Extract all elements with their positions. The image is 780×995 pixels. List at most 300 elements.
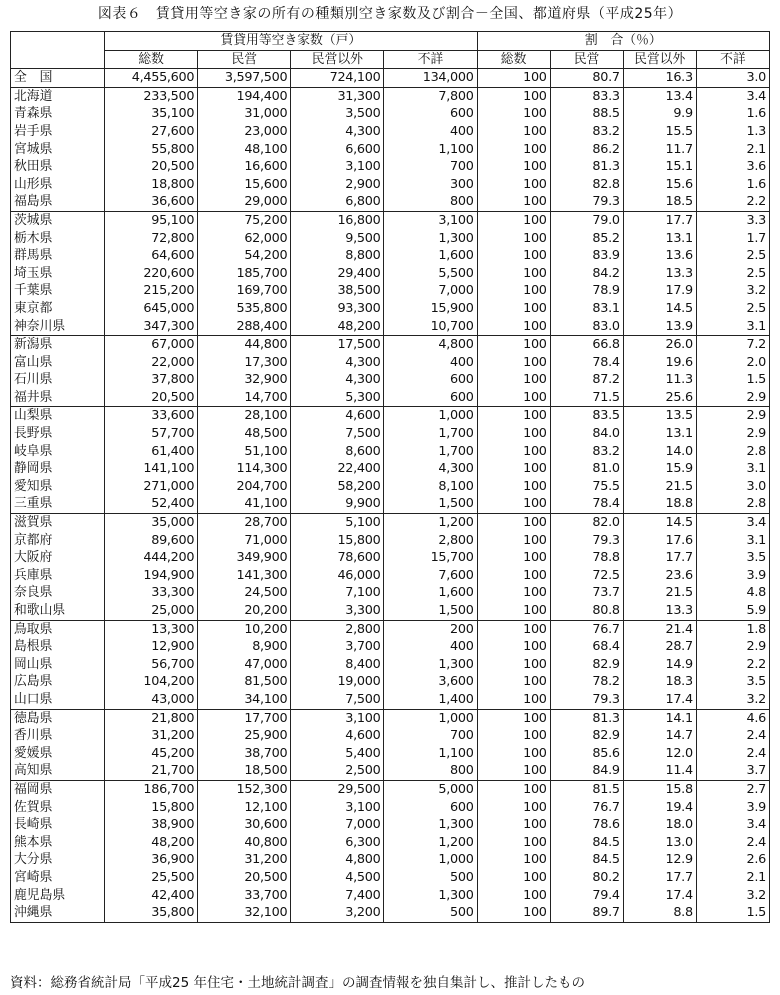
value-cell: 3.4 <box>696 87 769 105</box>
prefecture-row <box>11 799 770 817</box>
value-cell: 82.8 <box>550 176 623 194</box>
value-cell: 19,000 <box>291 673 384 691</box>
value-cell: 8,900 <box>198 638 291 656</box>
value-cell: 100 <box>477 300 550 318</box>
value-cell: 15,700 <box>384 549 477 567</box>
prefecture-row <box>11 176 770 194</box>
prefecture-row <box>11 389 770 407</box>
value-cell: 75,200 <box>198 211 291 229</box>
value-cell: 8,800 <box>291 247 384 265</box>
value-cell: 3.2 <box>696 691 769 709</box>
region-name-cell: 長野県 <box>11 425 105 443</box>
value-cell: 3,300 <box>291 602 384 620</box>
region-name-cell: 鹿児島県 <box>11 887 105 905</box>
value-cell: 100 <box>477 158 550 176</box>
value-cell: 25,000 <box>105 602 198 620</box>
value-cell: 100 <box>477 123 550 141</box>
value-cell: 21.5 <box>623 584 696 602</box>
value-cell: 300 <box>384 176 477 194</box>
value-cell: 21.4 <box>623 620 696 638</box>
value-cell: 5.9 <box>696 602 769 620</box>
value-cell: 600 <box>384 389 477 407</box>
value-cell: 4,500 <box>291 869 384 887</box>
value-cell: 81.3 <box>550 709 623 727</box>
value-cell: 186,700 <box>105 780 198 798</box>
region-name-cell: 山梨県 <box>11 407 105 425</box>
value-cell: 46,000 <box>291 567 384 585</box>
value-cell: 100 <box>477 247 550 265</box>
value-cell: 100 <box>477 514 550 532</box>
value-cell: 22,400 <box>291 460 384 478</box>
value-cell: 48,200 <box>291 318 384 336</box>
value-cell: 15.6 <box>623 176 696 194</box>
value-cell: 1,700 <box>384 443 477 461</box>
value-cell: 100 <box>477 478 550 496</box>
value-cell: 3,100 <box>291 799 384 817</box>
value-cell: 80.7 <box>550 69 623 88</box>
value-cell: 4,600 <box>291 407 384 425</box>
value-cell: 1.6 <box>696 176 769 194</box>
value-cell: 4.8 <box>696 584 769 602</box>
value-cell: 100 <box>477 691 550 709</box>
prefecture-row <box>11 158 770 176</box>
value-cell: 15,600 <box>198 176 291 194</box>
value-cell: 3.2 <box>696 282 769 300</box>
prefecture-row <box>11 407 770 425</box>
value-cell: 100 <box>477 709 550 727</box>
value-cell: 28,100 <box>198 407 291 425</box>
value-cell: 36,900 <box>105 851 198 869</box>
value-cell: 3,100 <box>291 709 384 727</box>
value-cell: 78.6 <box>550 816 623 834</box>
header-corner-cell-lower <box>11 50 105 69</box>
value-cell: 16,600 <box>198 158 291 176</box>
region-name-cell: 大阪府 <box>11 549 105 567</box>
value-cell: 17.4 <box>623 691 696 709</box>
value-cell: 84.2 <box>550 265 623 283</box>
value-cell: 13.4 <box>623 87 696 105</box>
value-cell: 7,000 <box>384 282 477 300</box>
value-cell: 5,100 <box>291 514 384 532</box>
value-cell: 81.3 <box>550 158 623 176</box>
region-name-cell: 群馬県 <box>11 247 105 265</box>
value-cell: 1.3 <box>696 123 769 141</box>
value-cell: 100 <box>477 265 550 283</box>
value-cell: 3.9 <box>696 567 769 585</box>
value-cell: 17,700 <box>198 709 291 727</box>
value-cell: 88.5 <box>550 105 623 123</box>
prefecture-row <box>11 425 770 443</box>
value-cell: 24,500 <box>198 584 291 602</box>
value-cell: 100 <box>477 780 550 798</box>
value-cell: 600 <box>384 371 477 389</box>
value-cell: 84.9 <box>550 762 623 780</box>
value-cell: 12,100 <box>198 799 291 817</box>
value-cell: 141,100 <box>105 460 198 478</box>
value-cell: 33,700 <box>198 887 291 905</box>
value-cell: 1,600 <box>384 584 477 602</box>
value-cell: 100 <box>477 834 550 852</box>
value-cell: 100 <box>477 762 550 780</box>
value-cell: 44,800 <box>198 336 291 354</box>
value-cell: 1,700 <box>384 425 477 443</box>
value-cell: 43,000 <box>105 691 198 709</box>
value-cell: 11.3 <box>623 371 696 389</box>
table-header <box>11 32 770 69</box>
value-cell: 8,400 <box>291 656 384 674</box>
value-cell: 52,400 <box>105 495 198 513</box>
region-name-cell: 島根県 <box>11 638 105 656</box>
value-cell: 18,500 <box>198 762 291 780</box>
value-cell: 55,800 <box>105 141 198 159</box>
value-cell: 1,300 <box>384 887 477 905</box>
value-cell: 2.5 <box>696 247 769 265</box>
value-cell: 79.4 <box>550 887 623 905</box>
value-cell: 13.9 <box>623 318 696 336</box>
value-cell: 3.7 <box>696 762 769 780</box>
value-cell: 17.6 <box>623 532 696 550</box>
value-cell: 1,500 <box>384 495 477 513</box>
value-cell: 3.5 <box>696 673 769 691</box>
value-cell: 81,500 <box>198 673 291 691</box>
prefecture-row <box>11 282 770 300</box>
value-cell: 15,800 <box>105 799 198 817</box>
value-cell: 76.7 <box>550 799 623 817</box>
value-cell: 18.8 <box>623 495 696 513</box>
value-cell: 100 <box>477 584 550 602</box>
value-cell: 56,700 <box>105 656 198 674</box>
value-cell: 2.2 <box>696 193 769 211</box>
region-name-cell: 徳島県 <box>11 709 105 727</box>
value-cell: 10,700 <box>384 318 477 336</box>
value-cell: 85.2 <box>550 230 623 248</box>
value-cell: 48,100 <box>198 141 291 159</box>
value-cell: 86.2 <box>550 141 623 159</box>
value-cell: 200 <box>384 620 477 638</box>
value-cell: 4.6 <box>696 709 769 727</box>
value-cell: 57,700 <box>105 425 198 443</box>
value-cell: 134,000 <box>384 69 477 88</box>
region-name-cell: 熊本県 <box>11 834 105 852</box>
value-cell: 17.7 <box>623 211 696 229</box>
table-body <box>11 69 770 923</box>
value-cell: 78.8 <box>550 549 623 567</box>
value-cell: 7,600 <box>384 567 477 585</box>
region-name-cell: 福井県 <box>11 389 105 407</box>
value-cell: 15.5 <box>623 123 696 141</box>
value-cell: 7,800 <box>384 87 477 105</box>
value-cell: 12.0 <box>623 745 696 763</box>
value-cell: 100 <box>477 443 550 461</box>
region-name-cell: 山口県 <box>11 691 105 709</box>
region-name-cell: 宮崎県 <box>11 869 105 887</box>
prefecture-row <box>11 318 770 336</box>
value-cell: 22,000 <box>105 354 198 372</box>
value-cell: 3.3 <box>696 211 769 229</box>
value-cell: 1,100 <box>384 745 477 763</box>
value-cell: 3.1 <box>696 460 769 478</box>
value-cell: 84.5 <box>550 834 623 852</box>
region-name-cell: 富山県 <box>11 354 105 372</box>
region-name-cell: 全 国 <box>11 69 105 88</box>
value-cell: 61,400 <box>105 443 198 461</box>
value-cell: 81.5 <box>550 780 623 798</box>
value-cell: 20,500 <box>105 389 198 407</box>
value-cell: 85.6 <box>550 745 623 763</box>
value-cell: 2.5 <box>696 265 769 283</box>
region-name-cell: 石川県 <box>11 371 105 389</box>
value-cell: 100 <box>477 193 550 211</box>
value-cell: 3.4 <box>696 514 769 532</box>
value-cell: 27,600 <box>105 123 198 141</box>
value-cell: 1,200 <box>384 514 477 532</box>
prefecture-row <box>11 656 770 674</box>
value-cell: 100 <box>477 745 550 763</box>
value-cell: 38,700 <box>198 745 291 763</box>
value-cell: 100 <box>477 69 550 88</box>
value-cell: 100 <box>477 407 550 425</box>
region-name-cell: 岩手県 <box>11 123 105 141</box>
header-col-ratio-total: 総数 <box>477 50 550 69</box>
value-cell: 400 <box>384 638 477 656</box>
value-cell: 21,800 <box>105 709 198 727</box>
value-cell: 21,700 <box>105 762 198 780</box>
value-cell: 1.7 <box>696 230 769 248</box>
region-name-cell: 青森県 <box>11 105 105 123</box>
value-cell: 100 <box>477 602 550 620</box>
region-name-cell: 山形県 <box>11 176 105 194</box>
value-cell: 3.0 <box>696 478 769 496</box>
value-cell: 26.0 <box>623 336 696 354</box>
prefecture-row <box>11 549 770 567</box>
header-col-counts-unknown: 不詳 <box>384 50 477 69</box>
value-cell: 100 <box>477 425 550 443</box>
value-cell: 38,900 <box>105 816 198 834</box>
value-cell: 194,900 <box>105 567 198 585</box>
value-cell: 14,700 <box>198 389 291 407</box>
prefecture-row <box>11 620 770 638</box>
region-name-cell: 和歌山県 <box>11 602 105 620</box>
value-cell: 100 <box>477 141 550 159</box>
value-cell: 67,000 <box>105 336 198 354</box>
value-cell: 100 <box>477 371 550 389</box>
value-cell: 2.4 <box>696 727 769 745</box>
value-cell: 81.0 <box>550 460 623 478</box>
value-cell: 5,400 <box>291 745 384 763</box>
value-cell: 66.8 <box>550 336 623 354</box>
value-cell: 48,200 <box>105 834 198 852</box>
value-cell: 100 <box>477 532 550 550</box>
value-cell: 3.5 <box>696 549 769 567</box>
prefecture-row <box>11 141 770 159</box>
value-cell: 48,500 <box>198 425 291 443</box>
region-name-cell: 新潟県 <box>11 336 105 354</box>
value-cell: 31,000 <box>198 105 291 123</box>
value-cell: 84.0 <box>550 425 623 443</box>
value-cell: 8,100 <box>384 478 477 496</box>
value-cell: 4,800 <box>384 336 477 354</box>
value-cell: 28.7 <box>623 638 696 656</box>
prefecture-row <box>11 336 770 354</box>
value-cell: 2.5 <box>696 300 769 318</box>
value-cell: 600 <box>384 799 477 817</box>
value-cell: 2.2 <box>696 656 769 674</box>
value-cell: 14.5 <box>623 300 696 318</box>
region-name-cell: 静岡県 <box>11 460 105 478</box>
region-name-cell: 鳥取県 <box>11 620 105 638</box>
prefecture-row <box>11 532 770 550</box>
region-name-cell: 東京都 <box>11 300 105 318</box>
header-group-ratio: 割 合（％） <box>477 32 769 51</box>
value-cell: 5,000 <box>384 780 477 798</box>
value-cell: 100 <box>477 282 550 300</box>
value-cell: 79.3 <box>550 691 623 709</box>
region-name-cell: 長崎県 <box>11 816 105 834</box>
value-cell: 78,600 <box>291 549 384 567</box>
value-cell: 25.6 <box>623 389 696 407</box>
value-cell: 100 <box>477 638 550 656</box>
value-cell: 100 <box>477 727 550 745</box>
value-cell: 100 <box>477 620 550 638</box>
value-cell: 3.0 <box>696 69 769 88</box>
value-cell: 1,300 <box>384 656 477 674</box>
value-cell: 1.6 <box>696 105 769 123</box>
value-cell: 4,800 <box>291 851 384 869</box>
value-cell: 17,500 <box>291 336 384 354</box>
value-cell: 4,455,600 <box>105 69 198 88</box>
value-cell: 78.2 <box>550 673 623 691</box>
value-cell: 100 <box>477 354 550 372</box>
value-cell: 724,100 <box>291 69 384 88</box>
table-title: 図表６ 賃貸用等空き家の所有の種類別空き家数及び割合－全国、都道府県（平成25年） <box>97 6 683 22</box>
value-cell: 31,200 <box>198 851 291 869</box>
value-cell: 89.7 <box>550 904 623 922</box>
value-cell: 35,000 <box>105 514 198 532</box>
value-cell: 100 <box>477 816 550 834</box>
value-cell: 7,100 <box>291 584 384 602</box>
prefecture-row <box>11 673 770 691</box>
value-cell: 25,900 <box>198 727 291 745</box>
value-cell: 62,000 <box>198 230 291 248</box>
value-cell: 220,600 <box>105 265 198 283</box>
value-cell: 21.5 <box>623 478 696 496</box>
value-cell: 185,700 <box>198 265 291 283</box>
value-cell: 16.3 <box>623 69 696 88</box>
value-cell: 104,200 <box>105 673 198 691</box>
value-cell: 215,200 <box>105 282 198 300</box>
value-cell: 30,600 <box>198 816 291 834</box>
region-name-cell: 千葉県 <box>11 282 105 300</box>
value-cell: 14.7 <box>623 727 696 745</box>
prefecture-row <box>11 105 770 123</box>
value-cell: 35,800 <box>105 904 198 922</box>
value-cell: 5,500 <box>384 265 477 283</box>
value-cell: 93,300 <box>291 300 384 318</box>
region-name-cell: 沖縄県 <box>11 904 105 922</box>
value-cell: 100 <box>477 887 550 905</box>
value-cell: 100 <box>477 495 550 513</box>
value-cell: 14.0 <box>623 443 696 461</box>
value-cell: 34,100 <box>198 691 291 709</box>
value-cell: 100 <box>477 230 550 248</box>
value-cell: 2.9 <box>696 389 769 407</box>
value-cell: 73.7 <box>550 584 623 602</box>
value-cell: 535,800 <box>198 300 291 318</box>
value-cell: 13.3 <box>623 265 696 283</box>
prefecture-row <box>11 780 770 798</box>
value-cell: 11.7 <box>623 141 696 159</box>
region-name-cell: 三重県 <box>11 495 105 513</box>
value-cell: 82.9 <box>550 656 623 674</box>
value-cell: 13.0 <box>623 834 696 852</box>
value-cell: 82.0 <box>550 514 623 532</box>
value-cell: 204,700 <box>198 478 291 496</box>
value-cell: 42,400 <box>105 887 198 905</box>
value-cell: 18.5 <box>623 193 696 211</box>
value-cell: 100 <box>477 904 550 922</box>
prefecture-row <box>11 265 770 283</box>
value-cell: 15.9 <box>623 460 696 478</box>
value-cell: 347,300 <box>105 318 198 336</box>
value-cell: 15.1 <box>623 158 696 176</box>
value-cell: 3,500 <box>291 105 384 123</box>
value-cell: 41,100 <box>198 495 291 513</box>
prefecture-row <box>11 354 770 372</box>
value-cell: 800 <box>384 193 477 211</box>
region-name-cell: 京都府 <box>11 532 105 550</box>
header-col-counts-nonprivate: 民営以外 <box>291 50 384 69</box>
region-name-cell: 岐阜県 <box>11 443 105 461</box>
value-cell: 1,300 <box>384 816 477 834</box>
value-cell: 3.9 <box>696 799 769 817</box>
value-cell: 6,800 <box>291 193 384 211</box>
prefecture-row <box>11 567 770 585</box>
value-cell: 51,100 <box>198 443 291 461</box>
value-cell: 76.7 <box>550 620 623 638</box>
value-cell: 38,500 <box>291 282 384 300</box>
prefecture-row <box>11 371 770 389</box>
value-cell: 1.5 <box>696 904 769 922</box>
value-cell: 700 <box>384 727 477 745</box>
value-cell: 2.4 <box>696 745 769 763</box>
value-cell: 79.3 <box>550 193 623 211</box>
region-name-cell: 神奈川県 <box>11 318 105 336</box>
value-cell: 79.3 <box>550 532 623 550</box>
value-cell: 71.5 <box>550 389 623 407</box>
prefecture-row <box>11 300 770 318</box>
value-cell: 100 <box>477 87 550 105</box>
value-cell: 100 <box>477 211 550 229</box>
value-cell: 2.7 <box>696 780 769 798</box>
prefecture-row <box>11 887 770 905</box>
value-cell: 500 <box>384 904 477 922</box>
value-cell: 4,600 <box>291 727 384 745</box>
value-cell: 169,700 <box>198 282 291 300</box>
value-cell: 23,000 <box>198 123 291 141</box>
prefecture-row <box>11 834 770 852</box>
value-cell: 31,300 <box>291 87 384 105</box>
value-cell: 1,500 <box>384 602 477 620</box>
region-name-cell: 佐賀県 <box>11 799 105 817</box>
value-cell: 400 <box>384 354 477 372</box>
prefecture-row <box>11 602 770 620</box>
value-cell: 2.9 <box>696 407 769 425</box>
value-cell: 47,000 <box>198 656 291 674</box>
value-cell: 100 <box>477 389 550 407</box>
value-cell: 11.4 <box>623 762 696 780</box>
value-cell: 13.1 <box>623 230 696 248</box>
value-cell: 1.5 <box>696 371 769 389</box>
